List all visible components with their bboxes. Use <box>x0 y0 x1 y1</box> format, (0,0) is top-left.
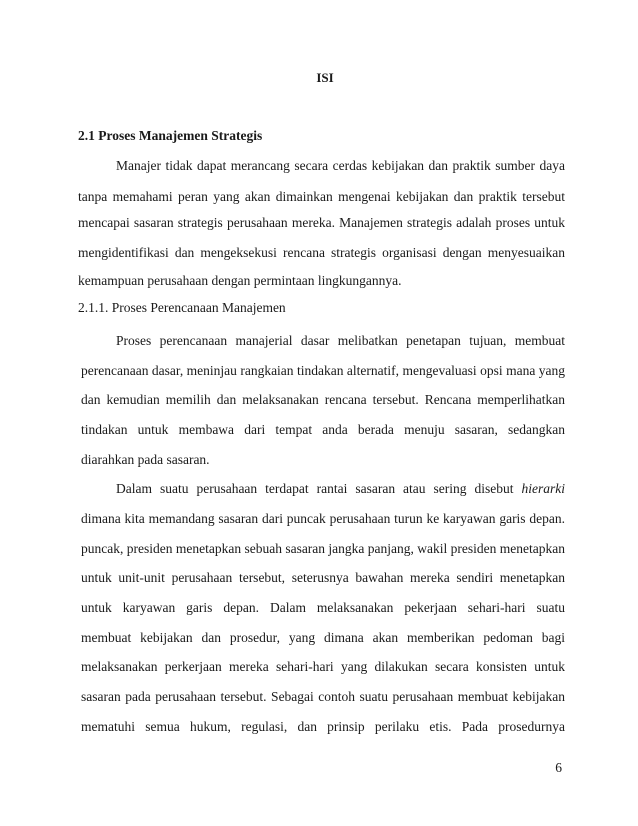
section-heading: 2.1 Proses Manajemen Strategis <box>78 128 263 143</box>
para1-line-4: tindakan untuk membawa dari tempat anda berada menuju sasaran, sedangkan <box>81 422 565 437</box>
subsection-heading: 2.1.1. Proses Perencanaan Manajemen <box>78 300 286 315</box>
para2-line-8: sasaran pada perusahaan tersebut. Sebagai contoh suatu perusahaan membuat kebijakan <box>81 689 565 704</box>
page-number: 6 <box>555 760 562 775</box>
para1-line-3: dan kemudian memilih dan melaksanakan rencana tersebut. Rencana memperlihatkan <box>81 392 565 407</box>
para2-line-7: melaksanakan perkerjaan mereka sehari-hari yang dilakukan secara konsisten untuk <box>81 659 565 674</box>
para1-line-2: perencanaan dasar, meninjau rangkaian tindakan alternatif, mengevaluasi opsi mana yang <box>81 363 565 378</box>
para2-line-3: puncak, presiden menetapkan sebuah sasaran jangka panjang, wakil presiden menetapkan <box>81 541 565 556</box>
para2-line-1-before: Dalam suatu perusahaan terdapat rantai sasaran atau sering disebut <box>116 481 514 496</box>
para2-italic-term: hierarki <box>521 481 565 496</box>
section-line-1: Manajer tidak dapat merancang secara cerdas kebijakan dan praktik sumber daya <box>116 158 565 173</box>
section-line-2: tanpa memahami peran yang akan dimainkan mengenai kebijakan dan praktik tersebut <box>78 189 565 204</box>
para2-line-2: dimana kita memandang sasaran dari puncak perusahaan turun ke karyawan garis depan. <box>81 511 565 526</box>
section-line-4: mengidentifikasi dan mengeksekusi rencana strategis organisasi dengan menyesuaikan <box>78 245 565 260</box>
page-title: ISI <box>316 70 334 85</box>
para2-line-1 <box>116 481 565 497</box>
para2-line-9: mematuhi semua hukum, regulasi, dan prinsip perilaku etis. Pada prosedurnya <box>81 719 565 734</box>
section-line-3: mencapai sasaran strategis perusahaan mereka. Manajemen strategis adalah proses untuk <box>78 215 565 230</box>
para1-line-1: Proses perencanaan manajerial dasar melibatkan penetapan tujuan, membuat <box>116 333 565 348</box>
para2-line-5: untuk karyawan garis depan. Dalam melaksanakan pekerjaan sehari-hari suatu <box>81 600 565 615</box>
section-line-5: kemampuan perusahaan dengan permintaan lingkungannya. <box>78 273 402 288</box>
para1-line-5: diarahkan pada sasaran. <box>81 452 210 467</box>
para2-line-6: membuat kebijakan dan prosedur, yang dimana akan memberikan pedoman bagi <box>81 630 565 645</box>
para2-line-4: untuk unit-unit perusahaan tersebut, seterusnya bawahan mereka sendiri menetapkan <box>81 570 565 585</box>
